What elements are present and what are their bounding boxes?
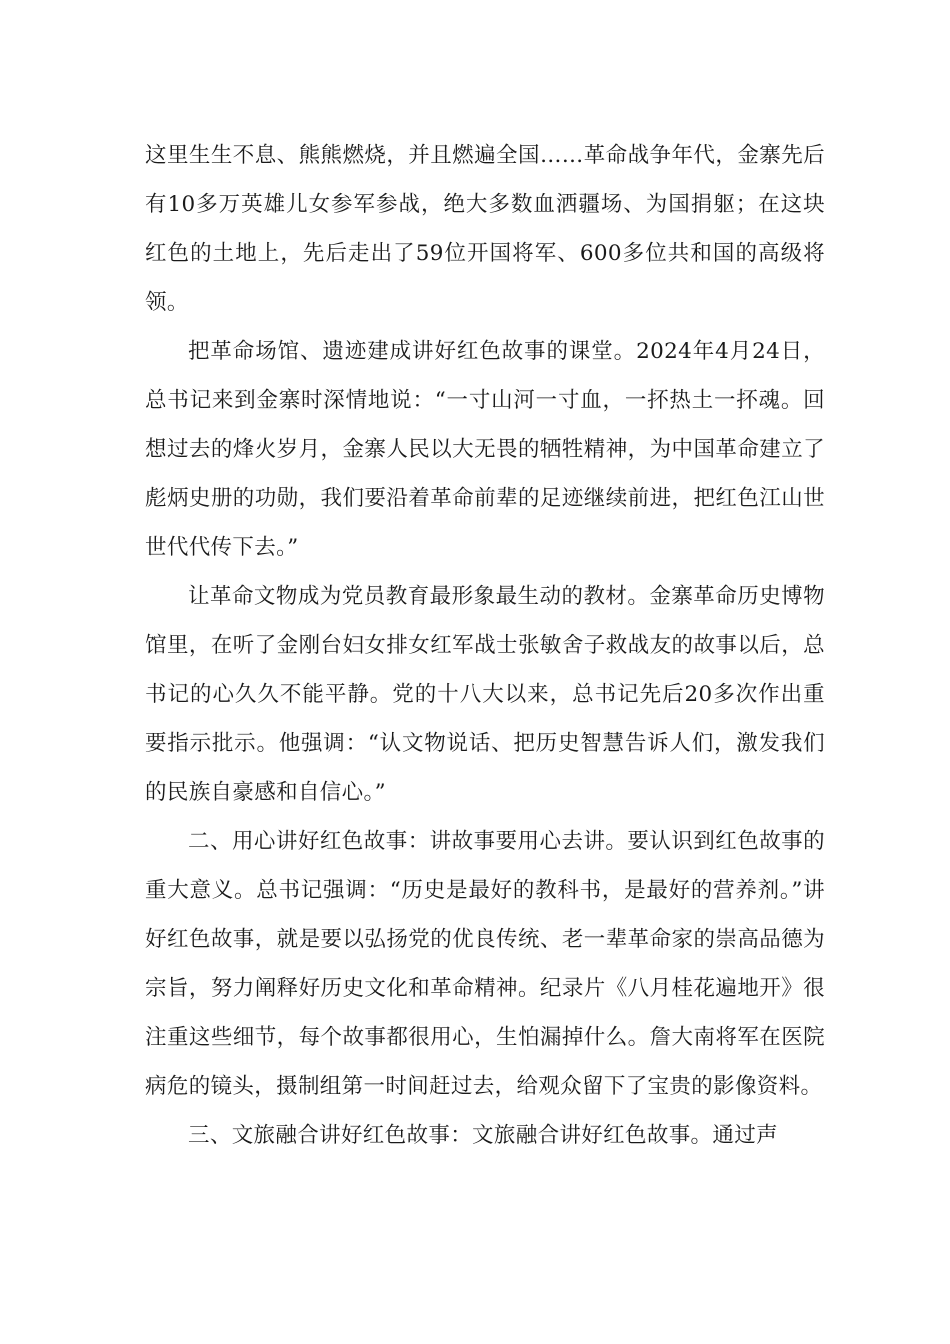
paragraph-2: 把革命场馆、遗迹建成讲好红色故事的课堂。2024年4月24日，总书记来到金寨时深情地说：“一寸山河一寸血，一抔热土一抔魂。回想过去的烽火岁月，金寨人民以大无畏的牺牲精神，为中国革命建立了彪炳史册的功勋，我们要沿着革命前辈的足迹继续前进，把红色江山世世代代传下去。” [145,339,825,560]
paragraph-4: 二、用心讲好红色故事：讲故事要用心去讲。要认识到红色故事的重大意义。总书记强调：“历史是最好的教科书，是最好的营养剂。”讲好红色故事，就是要以弘扬党的优良传统、老一辈革命家的崇高品德为宗旨，努力阐释好历史文化和革命精神。纪录片《八月桂花遍地开》很注重这些细节，每个故事都很用心，生怕漏掉什么。詹大南将军在医院病危的镜头，摄制组第一时间赶过去，给观众留下了宝贵的影像资料。 [145,829,825,1099]
paragraph-5: 三、文旅融合讲好红色故事：文旅融合讲好红色故事。通过声 [188,1123,778,1148]
paragraph-1: 这里生生不息、熊熊燃烧，并且燃遍全国……革命战争年代，金寨先后有10多万英雄儿女参军参战，绝大多数血洒疆场、为国捐躯；在这块红色的土地上，先后走出了59位开国将军、600多位共和国的高级将领。 [145,143,825,315]
paragraph-3: 让革命文物成为党员教育最形象最生动的教材。金寨革命历史博物馆里，在听了金刚台妇女排女红军战士张敏舍子救战友的故事以后，总书记的心久久不能平静。党的十八大以来，总书记先后20多次作出重要指示批示。他强调：“认文物说话、把历史智慧告诉人们，激发我们的民族自豪感和自信心。” [145,584,825,805]
document-body [145,131,825,1160]
